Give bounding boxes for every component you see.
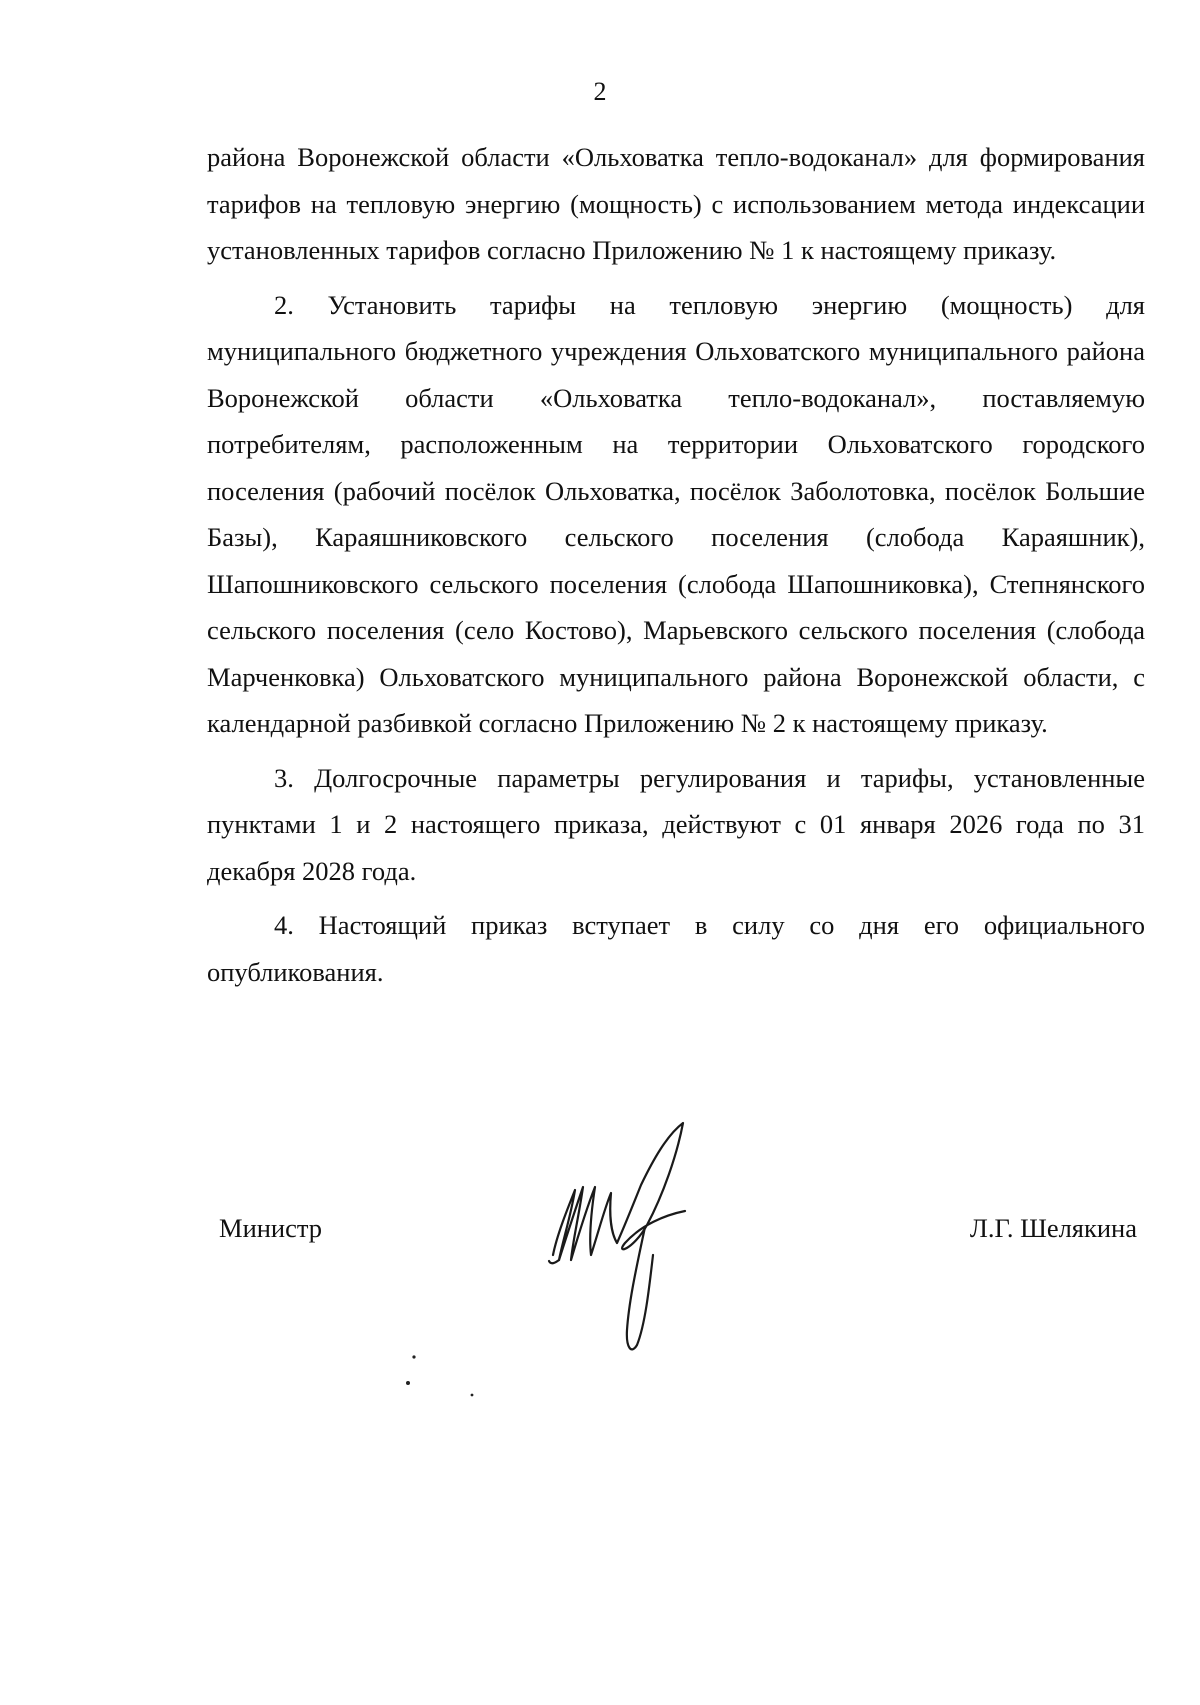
signatory-position: Министр — [219, 1213, 323, 1243]
handwritten-signature — [545, 1115, 715, 1365]
paragraph-1-continuation: района Воронежской области «Ольховатка тепло-водоканал» для формирования тарифов на тепловую энергию (мощность) с использованием метода индексации установленных тарифов согласно Приложению № 1 к настоящему приказу. — [207, 142, 1145, 265]
signatory-name: Л.Г. Шелякина — [969, 1213, 1137, 1243]
document-body — [207, 134, 1145, 1003]
scan-specks — [400, 1355, 500, 1415]
paragraph-2: 2. Установить тарифы на тепловую энергию (мощность) для муниципального бюджетного учреждения Ольховатского муниципального района Воронежской области «Ольховатка тепло-водоканал», поставляемую потребителям, расположенным на территории Ольховатского городского поселения (рабочий посёлок Ольховатка, посёлок Заболотовка, посёлок Большие Базы), Караяшниковского сельского поселения (слобода Караяшник), Шапошниковского сельского поселения (слобода Шапошниковка), Степнянского сельского поселения (село Костово), Марьевского сельского поселения (слобода Марченковка) Ольховатского муниципального района Воронежской области, с календарной разбивкой согласно Приложению № 2 к настоящему приказу. — [207, 289, 1145, 738]
paragraph-3: 3. Долгосрочные параметры регулирования и тарифы, установленные пунктами 1 и 2 настоящего приказа, действуют с 01 января 2026 года по 31 декабря 2028 года. — [207, 762, 1145, 886]
paragraph-4: 4. Настоящий приказ вступает в силу со дня его официального опубликования. — [207, 910, 1145, 987]
page-number: 2 — [593, 77, 607, 106]
